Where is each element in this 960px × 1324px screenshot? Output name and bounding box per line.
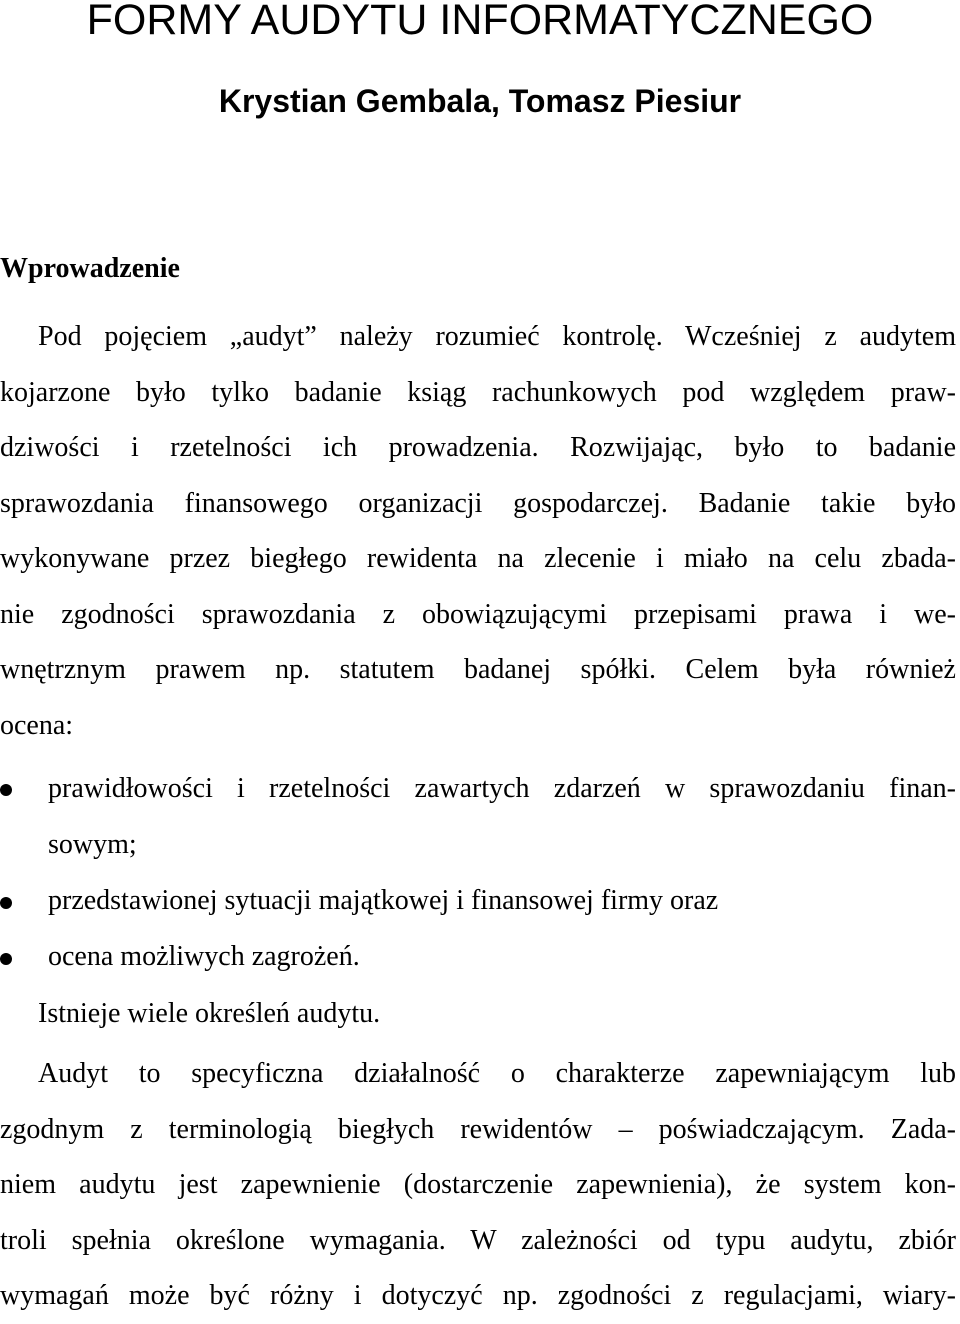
paragraph-line: dziwości i rzetelności ich prowadzenia. Rozwijając, było to badanie xyxy=(0,432,956,463)
paragraph-line: Pod pojęciem „audyt” należy rozumieć kontrolę. Wcześniej z audytem xyxy=(38,321,956,352)
bullet-line: ocena możliwych zagrożeń. xyxy=(48,941,360,972)
bullet-line: prawidłowości i rzetelności zawartych zdarzeń w sprawozdaniu finan- xyxy=(48,773,956,804)
paragraph-audit-definition xyxy=(0,1046,956,1324)
paragraph-line: sprawozdania finansowego organizacji gospodarczej. Badanie takie było xyxy=(0,487,956,519)
paragraph-definitions: Istnieje wiele określeń audytu. xyxy=(38,998,381,1029)
paragraph-line: Audyt to specyficzna działalność o charakterze zapewniającym lub xyxy=(38,1058,956,1089)
bullet-item xyxy=(0,873,956,929)
bullet-dot-icon xyxy=(0,784,12,796)
paragraph-line: wnętrznym prawem np. statutem badanej spółki. Celem była również xyxy=(0,654,956,685)
paragraph-line: wykonywane przez biegłego rewidenta na zlecenie i miało na celu zbada- xyxy=(0,543,956,574)
document-title: FORMY AUDYTU INFORMATYCZNEGO xyxy=(86,0,874,44)
bullet-list xyxy=(0,761,956,985)
paragraph-line: ocena: xyxy=(0,709,74,741)
paragraph-line: niem audytu jest zapewnienie (dostarczenie zapewnienia), że system kon- xyxy=(0,1169,956,1200)
document-authors: Krystian Gembala, Tomasz Piesiur xyxy=(218,83,742,119)
bullet-line: sowym; xyxy=(48,829,137,860)
paragraph-line: wymagań może być różny i dotyczyć np. zgodności z regulacjami, wiary- xyxy=(0,1280,956,1311)
paragraph-line: nie zgodności sprawozdania z obowiązującymi przepisami prawa i we- xyxy=(0,598,956,630)
bullet-line: przedstawionej sytuacji majątkowej i finansowej firmy oraz xyxy=(48,885,719,916)
paragraph-line: troli spełnia określone wymagania. W zależności od typu audytu, zbiór xyxy=(0,1224,956,1256)
bullet-dot-icon xyxy=(0,953,12,965)
bullet-item xyxy=(0,761,956,873)
bullet-dot-icon xyxy=(0,897,12,909)
paragraph-line: kojarzone było tylko badanie ksiąg rachunkowych pod względem praw- xyxy=(0,376,956,408)
bullet-item xyxy=(0,929,956,985)
paragraph-intro xyxy=(0,309,956,753)
paragraph-line: zgodnym z terminologią biegłych rewidentów – poświadczającym. Zada- xyxy=(0,1113,956,1145)
section-heading: Wprowadzenie xyxy=(0,253,180,284)
